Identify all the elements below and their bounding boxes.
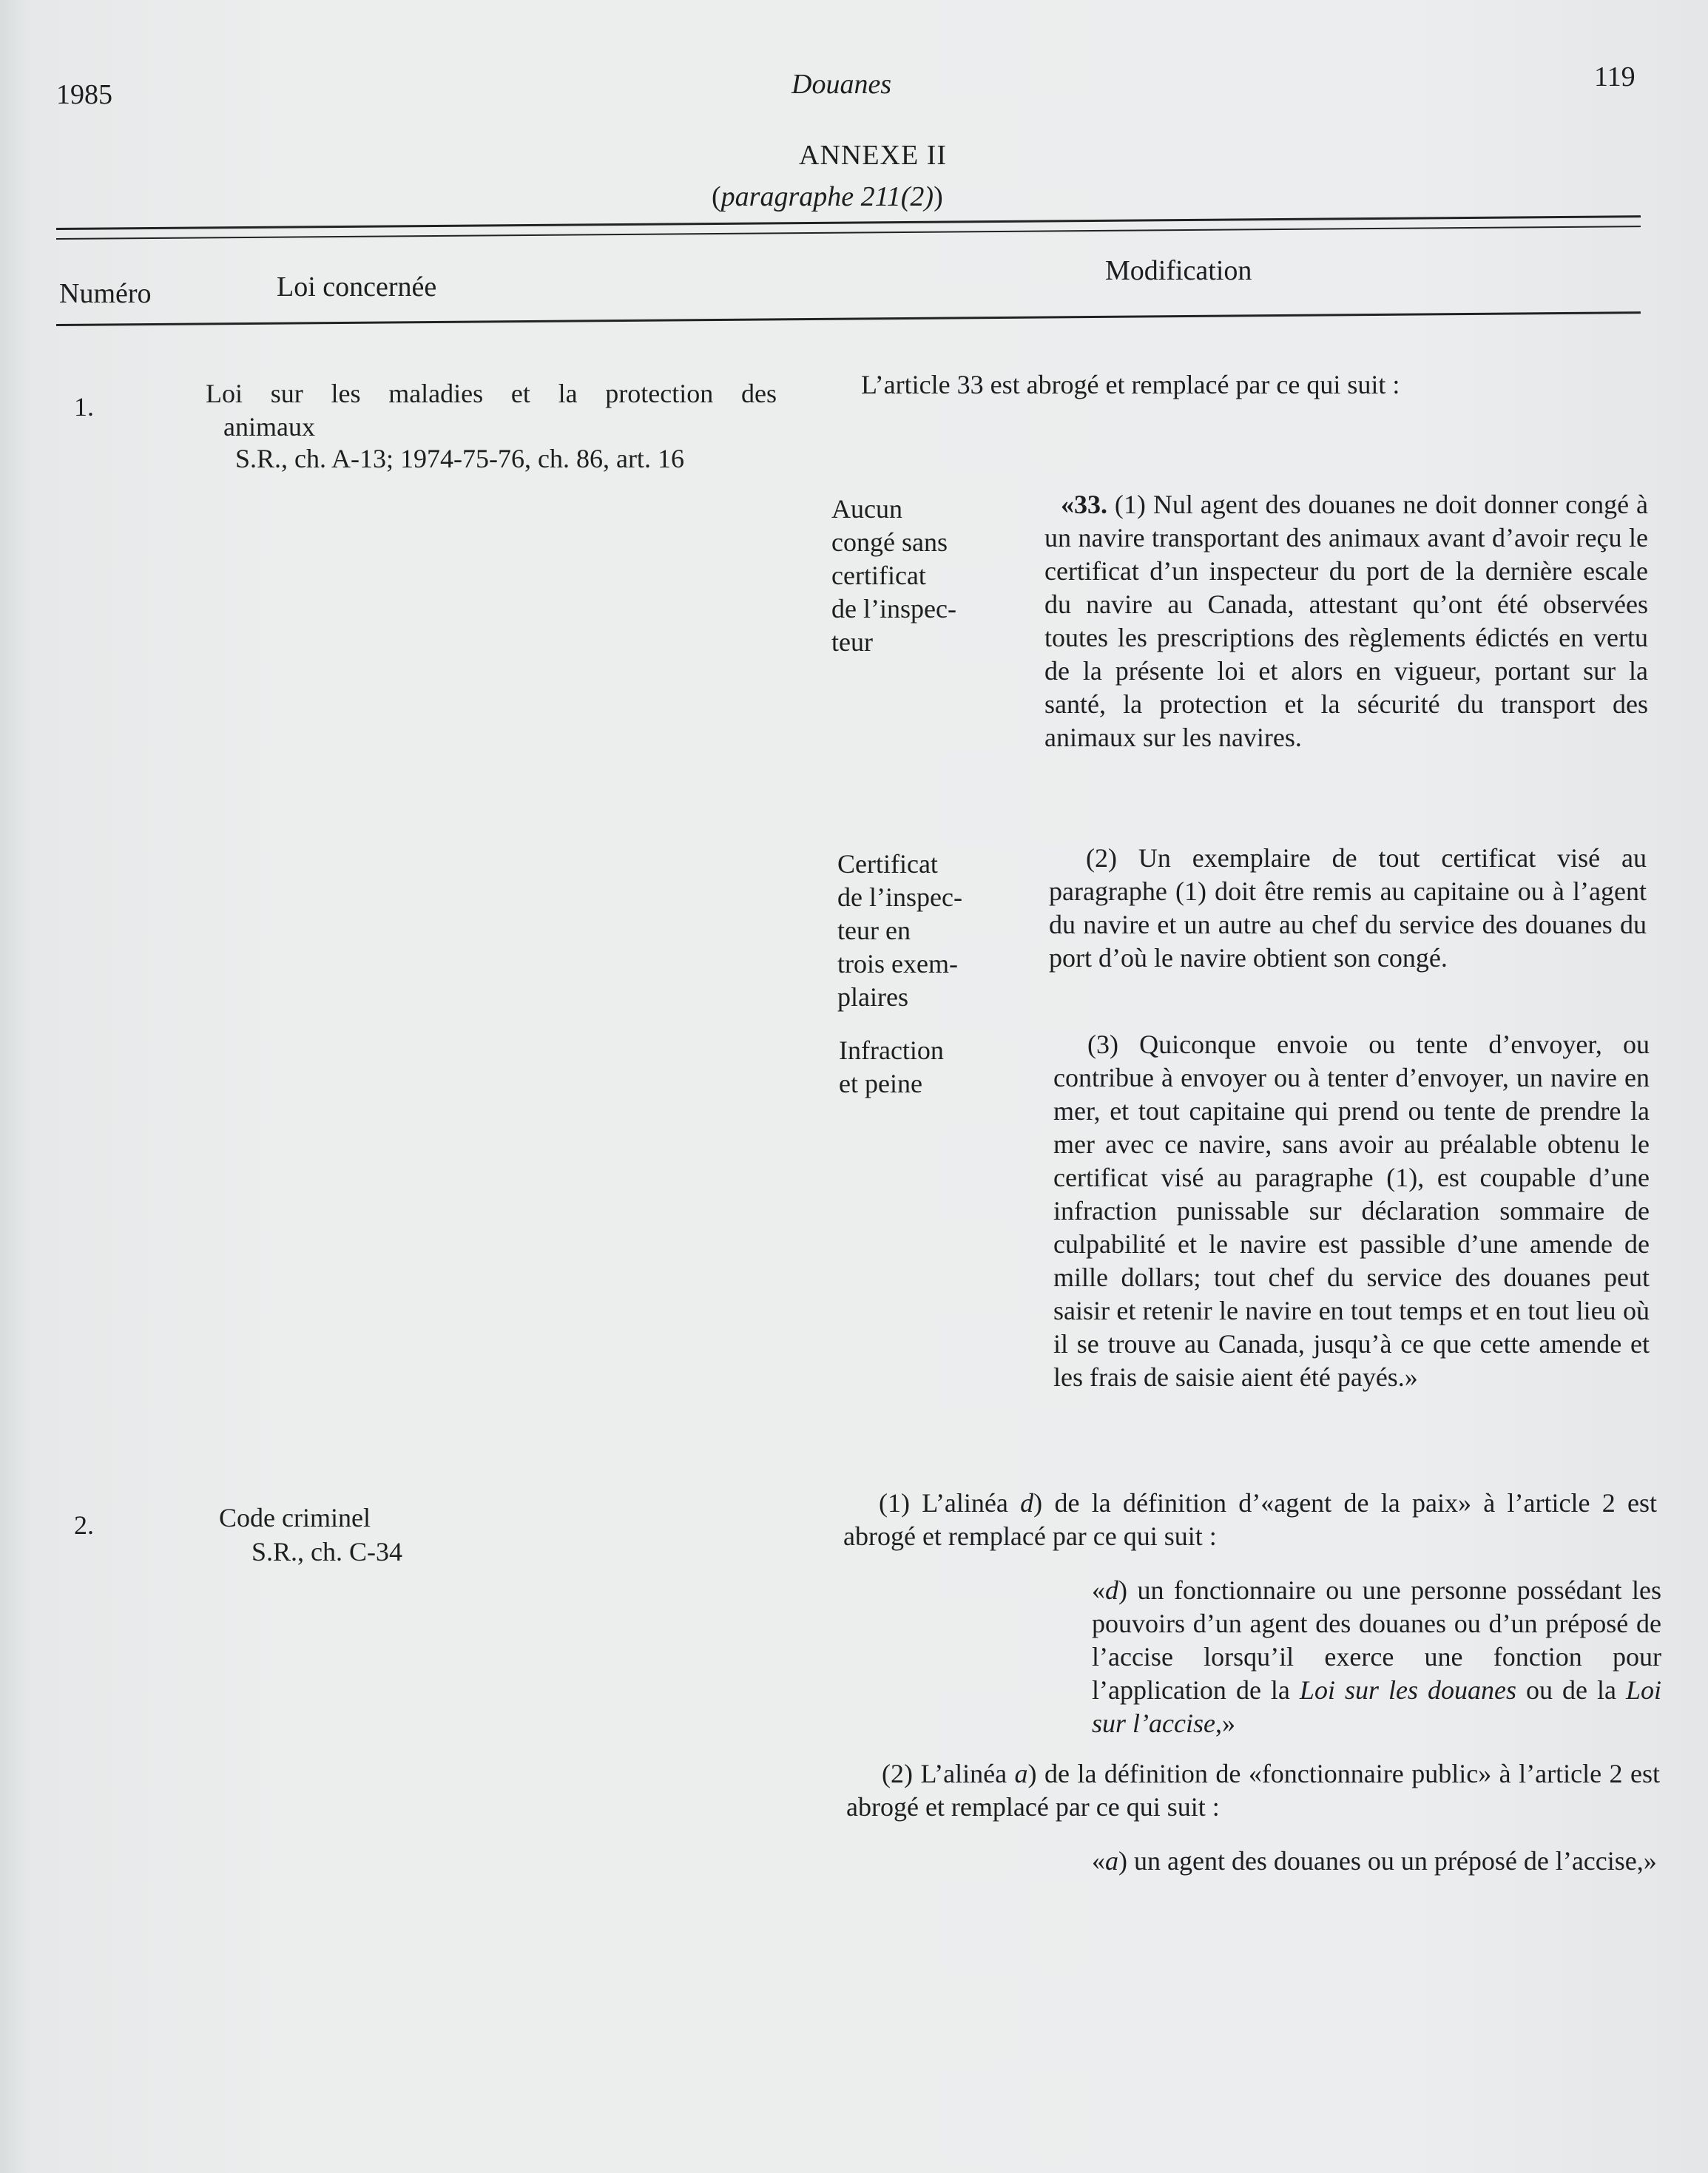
item-2-amendment-2: (2) L’alinéa a) de la définition de «fonctionnaire public» à l’article 2 est abrogé et remplacé par ce qui suit : bbox=[846, 1759, 1660, 1822]
item-2-replacement-d: «d) un fonctionnaire ou une personne possédant les pouvoirs d’un agent des douanes ou d’un préposé de l’accise lorsqu’il exerce une fonction pour l’application de la Loi sur les douanes ou de la Loi sur l’accise,» bbox=[1092, 1575, 1661, 1738]
section-33-3: (3) Quiconque envoie ou tente d’envoyer, ou contribue à envoyer ou à tenter d’envoyer, un navire en mer, et tout capitaine qui prend ou tente de prendre la mer avec ce navire, sans avoir au préalable obtenu le certificat visé au paragraphe (1), est coupable d’une infraction punissable sur déclaration sommaire de culpabilité et le navire est passible d’une amende de mille dollars; tout chef du service des douanes peut saisir et retenir le navire en tout temps et en tout lieu où il se trouve au Canada, jusqu’à ce que cette amende et les frais de saisie aient été payés.» bbox=[1053, 1030, 1650, 1392]
item-2-act-title: Code criminel bbox=[219, 1503, 371, 1532]
column-header-act: Loi concernée bbox=[277, 271, 437, 303]
column-header-amendment: Modification bbox=[1105, 255, 1252, 286]
header-year: 1985 bbox=[56, 79, 112, 110]
item-2-number: 2. bbox=[74, 1510, 94, 1540]
marginal-note-2: Certificat de l’inspec- teur en trois exem- plaires bbox=[837, 849, 962, 1012]
section-33-1: «33. (1) Nul agent des douanes ne doit donner congé à un navire transportant des animaux avant d’avoir reçu le certificat d’un inspecteur du port de la dernière escale du navire au Canada, attestant qu’ont été observées toutes les prescriptions des règlements édictés en vertu de la présente loi et alors en vigueur, portant sur la santé, la protection et la sécurité du transport des animaux sur les navires. bbox=[1044, 490, 1648, 752]
header-title: Douanes bbox=[791, 69, 892, 100]
annex-reference: (paragraphe 211(2)) bbox=[712, 181, 943, 212]
item-1-citation: S.R., ch. A-13; 1974-75-76, ch. 86, art. 16 bbox=[235, 444, 684, 473]
marginal-note-3: Infraction et peine bbox=[839, 1035, 944, 1098]
marginal-note-1: Aucun congé sans certificat de l’inspec- teur bbox=[831, 494, 956, 657]
section-33-2: (2) Un exemplaire de tout certificat visé au paragraphe (1) doit être remis au capitaine ou à l’agent du navire et un autre au chef du service des douanes du port d’où le navire obtient son congé. bbox=[1049, 843, 1647, 973]
item-1-act-title: Loi sur les maladies et la protection des animaux bbox=[206, 379, 777, 442]
item-1-intro: L’article 33 est abrogé et remplacé par ce qui suit : bbox=[861, 370, 1400, 399]
page-number: 119 bbox=[1594, 61, 1636, 92]
annex-title: ANNEXE II bbox=[799, 140, 948, 171]
item-2-amendment-1: (1) L’alinéa d) de la définition d’«agent de la paix» à l’article 2 est abrogé et remplacé par ce qui suit : bbox=[843, 1488, 1658, 1551]
item-2-citation: S.R., ch. C-34 bbox=[252, 1537, 403, 1567]
item-2-replacement-a: «a) un agent des douanes ou un préposé de l’accise,» bbox=[1092, 1846, 1657, 1876]
column-header-number: Numéro bbox=[59, 278, 152, 309]
item-1-number: 1. bbox=[74, 392, 94, 422]
